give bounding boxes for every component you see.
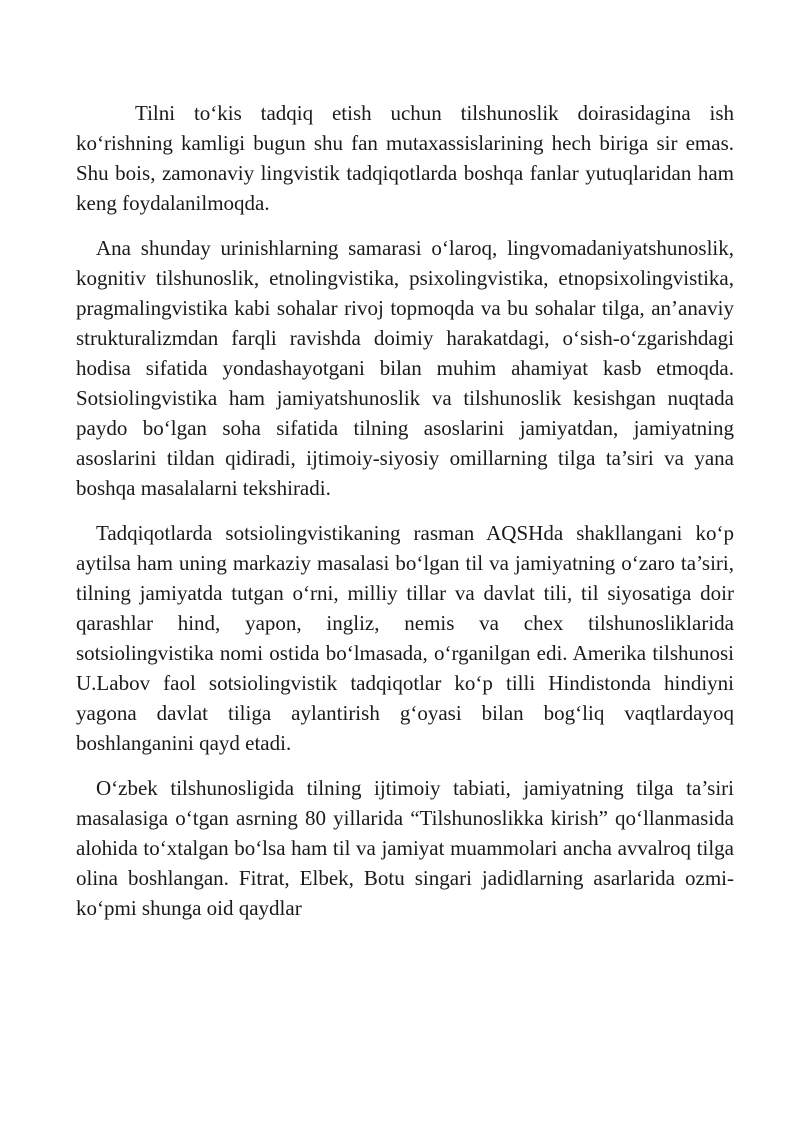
paragraph-3: Tadqiqotlarda sotsiolingvistikaning rasman AQSHda shakllangani ko‘p aytilsa ham uning markaziy masalasi bo‘lgan til va jamiyatning o‘zaro ta’siri, tilning jamiyatda tutgan o‘rni, milliy tillar va davlat tili, til siyosatiga doir qarashlar hind, yapon, ingliz, nemis va chex tilshunosliklarida sotsiolingvistika nomi ostida bo‘lmasada, o‘rganilgan edi. Amerika tilshunosi U.Labov faol sotsiolingvistik tadqiqotlar ko‘p tilli Hindistonda hindiyni yagona davlat tiliga aylantirish g‘oyasi bilan bog‘liq vaqtlardayoq boshlanganini qayd etadi.: [76, 521, 734, 755]
paragraph-2: Ana shunday urinishlarning samarasi o‘laroq, lingvomadaniyatshunoslik, kognitiv tilshunoslik, etnolingvistika, psixolingvistika, etnopsixolingvistika, pragmalingvistika kabi sohalar rivoj topmoqda va bu sohalar tilga, an’anaviy strukturalizmdan farqli ravishda doimiy harakatdagi, o‘sish-o‘zgarishdagi hodisa sifatida yondashayotgani bilan muhim ahamiyat kasb etmoqda. Sotsiolingvistika ham jamiyatshunoslik va tilshunoslik kesishgan nuqtada paydo bo‘lgan soha sifatida tilning asoslarini jamiyatdan, jamiyatning asoslarini tildan qidiradi, ijtimoiy-siyosiy omillarning tilga ta’siri va yana boshqa masalalarni tekshiradi.: [76, 236, 734, 500]
paragraph-1: Tilni to‘kis tadqiq etish uchun tilshunoslik doirasidagina ish ko‘rishning kamligi bugun shu fan mutaxassislarining hech biriga sir emas. Shu bois, zamonaviy lingvistik tadqiqotlarda boshqa fanlar yutuqlaridan ham keng foydalanilmoqda.: [76, 101, 734, 215]
document-page: [76, 98, 734, 923]
paragraph-4: O‘zbek tilshunosligida tilning ijtimoiy tabiati, jamiyatning tilga ta’siri masalasiga o‘tgan asrning 80 yillarida “Tilshunoslikka kirish” qo‘llanmasida alohida to‘xtalgan bo‘lsa ham til va jamiyat muammolari ancha avvalroq tilga olina boshlangan. Fitrat, Elbek, Botu singari jadidlarning asarlarida ozmi-ko‘pmi shunga oid qaydlar: [76, 776, 734, 920]
